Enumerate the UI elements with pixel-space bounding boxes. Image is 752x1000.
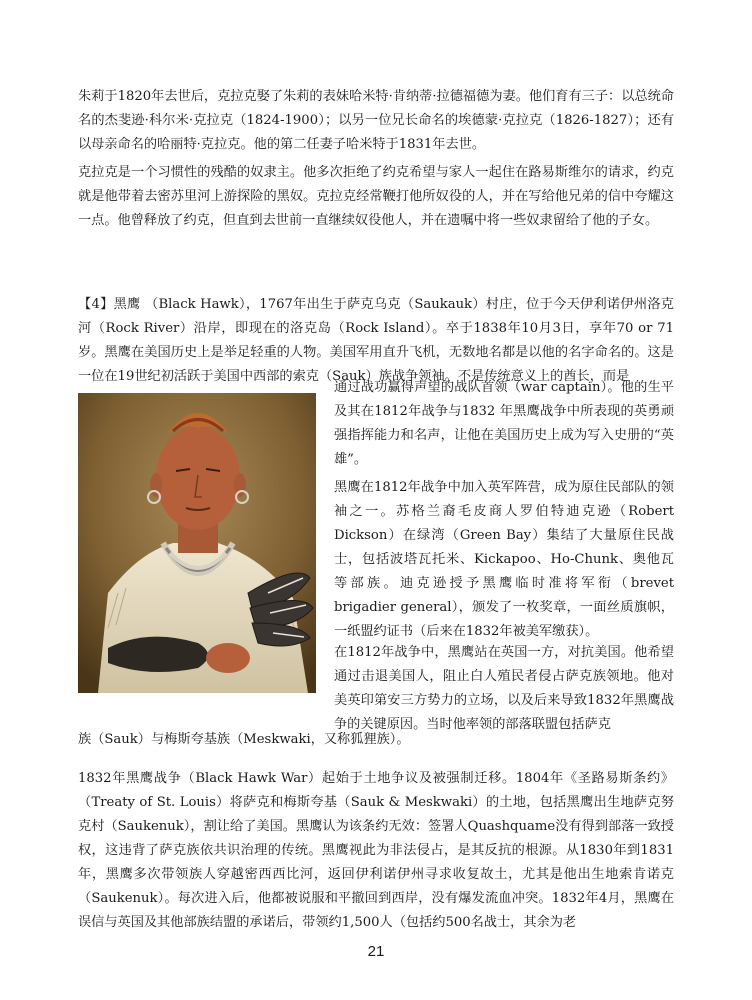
paragraph-war-of-1812: 黑鹰在1812年战争中加入英军阵营，成为原住民部队的领袖之一。苏格兰裔毛皮商人罗伯特迪克逊（Robert Dickson）在绿湾（Green Bay）集结了大量原住民战士，包括波塔瓦托米、Kickapoo、Ho-Chunk、奥他瓦等部族。迪克逊授予黑鹰临时准将军衔（brevet brigadier general），颁发了一枚奖章，一面丝质旗帜， 一纸盟约证书（后来在1832年被美军缴获）。 bbox=[334, 480, 679, 639]
paragraph-clark-slaveholder: 克拉克是一个习惯性的残酷的奴隶主。他多次拒绝了约克希望与家人一起住在路易斯维尔的请求，约克就是他带着去密苏里河上游探险的黑奴。克拉克经常鞭打他所奴役的人，并在写给他兄弟的信中夸耀这一点。他曾释放了约克，但直到去世前一直继续奴役他人，并在遗嘱中将一些奴隶留给了他的子女。 bbox=[78, 165, 674, 228]
paragraph-black-hawk-war-1832: 1832年黑鹰战争（Black Hawk War）起始于土地争议及被强制迁移。1804年《圣路易斯条约》（Treaty of St. Louis）将萨克和梅斯夸基（Sauk & Meskwaki）的土地，包括黑鹰出生地萨克努克村（Saukenuk），割让给了美国。黑鹰认为该条约无效：签署人Quashquame没有得到部落一致授权，这违背了萨克族依共识治理的传统。黑鹰视此为非法侵占，是其反抗的根源。从1830年到1831年，黑鹰多次带领族人穿越密西西比河，返回伊利诺伊州寻求收复故土，尤其是他出生地索肯诺克（Saukenuk）。每次进入后，他都被说服和平撤回到西岸，没有爆发流血冲突。1832年4月，黑鹰在误信与英国及其他部族结盟的承诺后，带领约1,500人（包括约500名战士，其余为老 bbox=[78, 771, 674, 930]
page-number: 21 bbox=[367, 943, 385, 960]
black-hawk-portrait-image bbox=[78, 393, 316, 693]
paragraph-clark-marriage: 朱莉于1820年去世后，克拉克娶了朱莉的表妹哈米特·肯纳蒂·拉德福德为妻。他们育有三子：以总统命名的杰斐逊·科尔米·克拉克（1824-1900）；以另一位兄长命名的埃德蒙·克拉克（1826-1827）；还有以母亲命名的哈丽特·克拉克。他的第二任妻子哈米特于1831年去世。 bbox=[78, 89, 674, 152]
paragraph-black-hawk-intro: 【4】黑鹰 （Black Hawk），1767年出生于萨克乌克（Saukauk）村庄，位于今天伊利诺伊州洛克河（Rock River）沿岸，即现在的洛克岛（Rock Island）。卒于1838年10月3日，享年70 or 71岁。黑鹰在美国历史上是举足轻重的人物。美国军用直升飞机，无数地名都是以他的名字命名的。这是一位在19世纪初活跃于美国中西部的索克（Sauk）族战争领袖。不是传统意义上的酋长，而是 bbox=[78, 297, 674, 384]
paragraph-against-united-states: 在1812年战争中，黑鹰站在英国一方，对抗美国。他希望通过击退美国人，阻止白人殖民者侵占萨克族领地。他对美英印第安三方势力的立场，以及后来导致1832年黑鹰战争的关键原因。当时他率领的部落联盟包括萨克 bbox=[334, 645, 674, 732]
paragraph-against-united-states-continued: 族（Sauk）与梅斯夸基族（Meskwaki，又称狐狸族）。 bbox=[78, 732, 410, 747]
paragraph-black-hawk-war-captain: 通过战功赢得声望的战队首领（war captain）。他的生平及其在1812年战争与1832 年黑鹰战争中所表现的英勇顽强指挥能力和名声，让他在美国历史上成为写入史册的“英雄”。 bbox=[334, 380, 674, 467]
